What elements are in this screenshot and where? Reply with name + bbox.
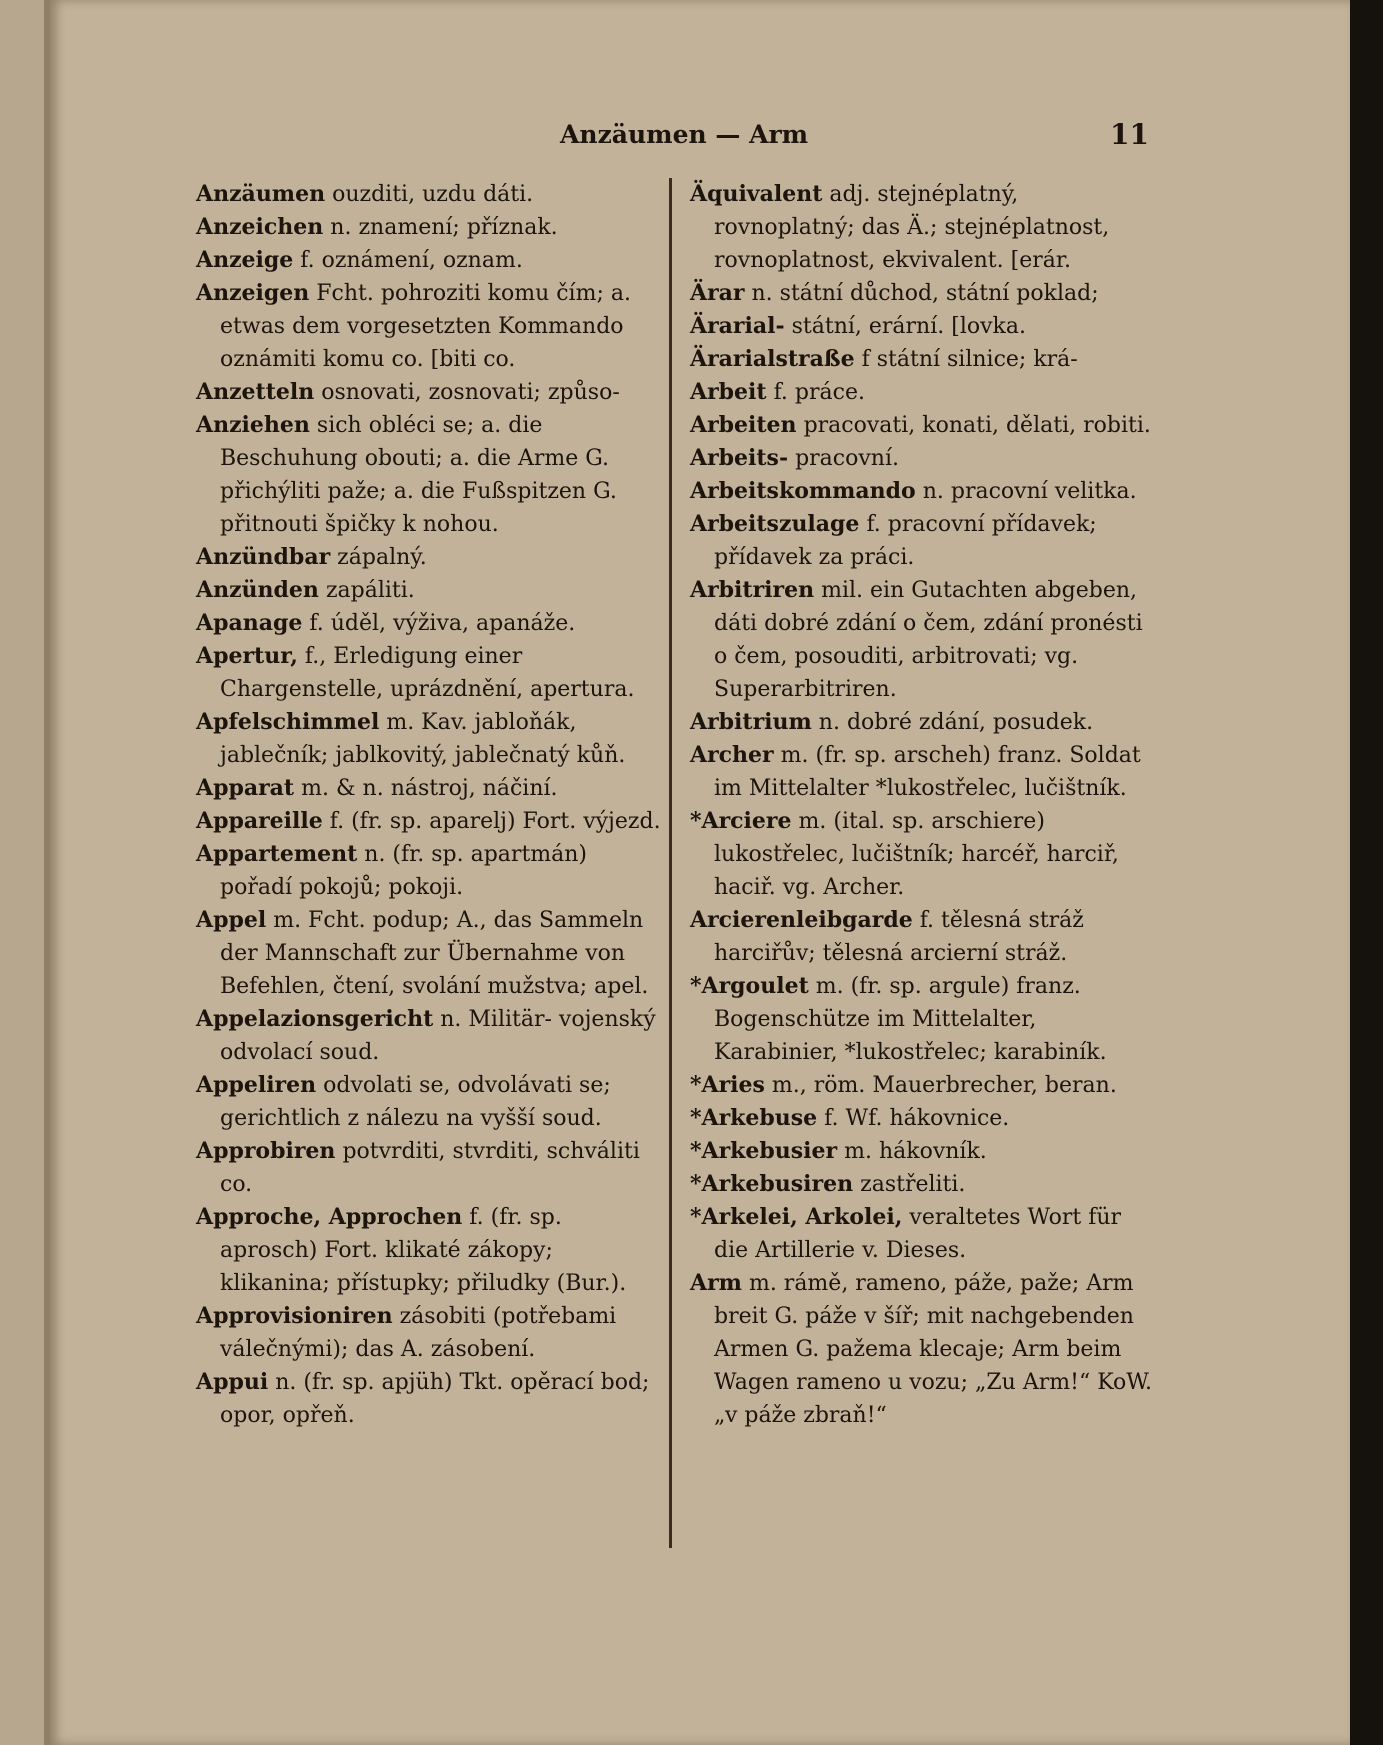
- dictionary-entry: [690, 376, 1155, 409]
- entry-definition: zastřeliti.: [860, 1172, 966, 1197]
- dictionary-entry: [196, 805, 666, 838]
- entry-headword: Arbeits-: [690, 445, 789, 471]
- dictionary-entry: [690, 706, 1155, 739]
- dictionary-entry: [196, 541, 666, 574]
- dictionary-entry: [690, 1102, 1155, 1135]
- dictionary-entry: [690, 1267, 1155, 1432]
- entry-definition: potvrditi, stvrditi, schváliti co.: [220, 1139, 640, 1197]
- entry-headword: *Arkebuse: [690, 1105, 818, 1131]
- entry-definition: n. státní důchod, státní poklad;: [751, 281, 1099, 306]
- entry-definition: m. (fr. sp. arscheh) franz. Soldat im Mittelalter *lukostřelec, lučištník.: [714, 743, 1141, 801]
- entry-headword: Anzündbar: [196, 544, 331, 570]
- dictionary-entry: [196, 1300, 666, 1366]
- dictionary-entry: [690, 277, 1155, 310]
- entry-headword: Ärarial-: [690, 313, 785, 339]
- dictionary-entry: [196, 607, 666, 640]
- dictionary-entry: [690, 310, 1155, 343]
- entry-headword: Approbiren: [196, 1138, 336, 1164]
- dictionary-entry: [196, 706, 666, 772]
- dictionary-entry: [196, 574, 666, 607]
- entry-definition: f. (fr. sp. aparelj) Fort. výjezd.: [329, 809, 661, 834]
- entry-headword: Appui: [196, 1369, 269, 1395]
- dictionary-entry: [690, 409, 1155, 442]
- dictionary-entry: [196, 772, 666, 805]
- entry-headword: Apertur,: [196, 643, 298, 669]
- entry-definition: zápalný.: [337, 545, 427, 570]
- entry-headword: Anzetteln: [196, 379, 315, 405]
- entry-definition: n. dobré zdání, posudek.: [818, 710, 1094, 735]
- entry-definition: m. & n. nástroj, náčiní.: [301, 776, 558, 801]
- entry-definition: pracovní.: [795, 446, 899, 471]
- entry-headword: Archer: [690, 742, 774, 768]
- entry-definition: f státní silnice; krá-: [861, 347, 1078, 372]
- entry-headword: Arbeiten: [690, 412, 797, 438]
- entry-headword: Arbeit: [690, 379, 767, 405]
- dictionary-entry: [690, 1201, 1155, 1267]
- entry-headword: Anzünden: [196, 577, 319, 603]
- entry-definition: n. (fr. sp. apjüh) Tkt. opěrací bod; opor, opřeň.: [220, 1370, 650, 1428]
- entry-definition: f. oznámení, oznam.: [300, 248, 523, 273]
- entry-headword: *Arciere: [690, 808, 792, 834]
- entry-definition: sich obléci se; a. die Beschuhung obouti; a. die Arme G. přichýliti paže; a. die Fußspitzen G. přitnouti špičky k nohou.: [220, 413, 617, 537]
- entry-definition: m., röm. Mauerbrecher, beran.: [771, 1073, 1117, 1098]
- entry-definition: Fcht. pohroziti komu čím; a. etwas dem vorgesetzten Kommando oznámiti komu co. [biti co.: [220, 281, 631, 372]
- entry-definition: f. (fr. sp. aprosch) Fort. klikaté zákopy; klikanina; přístupky; přiludky (Bur.).: [220, 1205, 627, 1296]
- entry-headword: Arbeitskommando: [690, 478, 916, 504]
- dictionary-entry: [196, 178, 666, 211]
- entry-headword: Appeliren: [196, 1072, 317, 1098]
- entry-definition: státní, erární. [lovka.: [791, 314, 1026, 339]
- entry-definition: odvolati se, odvolávati se; gerichtlich z nálezu na vyšší soud.: [220, 1073, 611, 1131]
- entry-definition: veraltetes Wort für die Artillerie v. Dieses.: [714, 1205, 1122, 1263]
- entry-definition: zapáliti.: [325, 578, 415, 603]
- entry-headword: Apparat: [196, 775, 295, 801]
- entry-headword: Appartement: [196, 841, 358, 867]
- dictionary-entry: [196, 904, 666, 1003]
- entry-headword: *Arkebusier: [690, 1138, 838, 1164]
- dictionary-entry: [196, 1366, 666, 1432]
- entry-headword: Approvisioniren: [196, 1303, 393, 1329]
- dictionary-entry: [690, 442, 1155, 475]
- entry-headword: *Aries: [690, 1072, 765, 1098]
- dictionary-entry: [196, 409, 666, 541]
- dictionary-entry: [690, 1135, 1155, 1168]
- dictionary-entry: [196, 1135, 666, 1201]
- dictionary-entry: [196, 1201, 666, 1300]
- entry-headword: Anzeige: [196, 247, 294, 273]
- entry-definition: adj. stejnéplatný, rovnoplatný; das Ä.; stejnéplatnost, rovnoplatnost, ekvivalent. [erár.: [714, 182, 1110, 273]
- dictionary-entry: [196, 244, 666, 277]
- dictionary-entry: [196, 277, 666, 376]
- entry-definition: m. Fcht. podup; A., das Sammeln der Mannschaft zur Übernahme von Befehlen, čtení, svolání mužstva; apel.: [220, 908, 649, 999]
- entry-definition: m. rámě, rameno, páže, paže; Arm breit G. páže v šíř; mit nachgebenden Armen G. pažema klecaje; Arm beim Wagen rameno u vozu; „Zu Arm!“ KoW. „v páže zbraň!“: [714, 1271, 1153, 1428]
- entry-headword: *Argoulet: [690, 973, 809, 999]
- dictionary-entry: [690, 475, 1155, 508]
- dictionary-entry: [690, 1168, 1155, 1201]
- dictionary-entry: [196, 211, 666, 244]
- dictionary-entry: [690, 508, 1155, 574]
- entry-headword: Anzeichen: [196, 214, 324, 240]
- dictionary-entry: [196, 1069, 666, 1135]
- dictionary-entry: [196, 376, 666, 409]
- column-divider: [669, 178, 672, 1548]
- entry-headword: Äquivalent: [690, 181, 823, 207]
- dictionary-entry: [690, 970, 1155, 1069]
- page-number: 11: [1110, 118, 1149, 151]
- dictionary-entry: [690, 739, 1155, 805]
- entry-definition: f. tělesná stráž harciřův; tělesná arcierní stráž.: [714, 908, 1084, 966]
- entry-definition: n. Militär- vojenský odvolací soud.: [220, 1007, 656, 1065]
- dictionary-entry: [690, 1069, 1155, 1102]
- entry-headword: Approche, Approchen: [196, 1204, 463, 1230]
- book-spine-edge: [44, 0, 50, 1745]
- entry-definition: zásobiti (potřebami válečnými); das A. zásobení.: [220, 1304, 617, 1362]
- dictionary-entry: [690, 904, 1155, 970]
- entry-definition: f. Wf. hákovnice.: [824, 1106, 1010, 1131]
- entry-definition: f. pracovní přídavek; přídavek za práci.: [714, 512, 1097, 570]
- entry-headword: Anzeigen: [196, 280, 310, 306]
- entry-definition: m. Kav. jabloňák, jablečník; jablkovitý, jablečnatý kůň.: [220, 710, 626, 768]
- running-header: Anzäumen — Arm: [560, 120, 809, 149]
- entry-headword: Apanage: [196, 610, 303, 636]
- entry-definition: pracovati, konati, dělati, robiti.: [803, 413, 1151, 438]
- entry-headword: Appelazionsgericht: [196, 1006, 434, 1032]
- entry-definition: n. pracovní velitka.: [922, 479, 1137, 504]
- entry-headword: Arcierenleibgarde: [690, 907, 913, 933]
- entry-definition: n. (fr. sp. apartmán) pořadí pokojů; pokoji.: [220, 842, 588, 900]
- entry-headword: Ärarialstraße: [690, 346, 855, 372]
- entry-definition: f. práce.: [773, 380, 865, 405]
- entry-definition: osnovati, zosnovati; způso-: [321, 380, 620, 405]
- dictionary-entry: [196, 640, 666, 706]
- entry-definition: m. (fr. sp. argule) franz. Bogenschütze im Mittelalter, Karabinier, *lukostřelec; karabiník.: [714, 974, 1107, 1065]
- entry-definition: n. znamení; příznak.: [330, 215, 558, 240]
- entry-headword: Ärar: [690, 280, 745, 306]
- entry-definition: f., Erledigung einer Chargenstelle, uprázdnění, apertura.: [220, 644, 635, 702]
- entry-headword: Anzäumen: [196, 181, 326, 207]
- entry-headword: Appareille: [196, 808, 323, 834]
- right-column: [690, 178, 1155, 1432]
- left-column: [196, 178, 666, 1432]
- dictionary-entry: [690, 178, 1155, 277]
- entry-headword: Arbitrium: [690, 709, 812, 735]
- entry-headword: Arbeitszulage: [690, 511, 860, 537]
- entry-headword: Arbitriren: [690, 577, 815, 603]
- dictionary-entry: [690, 343, 1155, 376]
- entry-headword: Appel: [196, 907, 267, 933]
- entry-headword: *Arkelei, Arkolei,: [690, 1204, 903, 1230]
- dictionary-entry: [196, 1003, 666, 1069]
- entry-definition: mil. ein Gutachten abgeben, dáti dobré zdání o čem, zdání pronésti o čem, posouditi, arbitrovati; vg. Superarbitriren.: [714, 578, 1143, 702]
- entry-definition: f. úděl, výživa, apanáže.: [309, 611, 576, 636]
- entry-headword: *Arkebusiren: [690, 1171, 854, 1197]
- entry-definition: m. (ital. sp. arschiere) lukostřelec, lučištník; harcéř, harciř, haciř. vg. Archer.: [714, 809, 1119, 900]
- entry-definition: m. hákovník.: [844, 1139, 987, 1164]
- dictionary-entry: [690, 805, 1155, 904]
- dictionary-entry: [196, 838, 666, 904]
- entry-headword: Apfelschimmel: [196, 709, 380, 735]
- entry-definition: ouzditi, uzdu dáti.: [332, 182, 534, 207]
- dictionary-entry: [690, 574, 1155, 706]
- entry-headword: Anziehen: [196, 412, 310, 438]
- entry-headword: Arm: [690, 1270, 742, 1296]
